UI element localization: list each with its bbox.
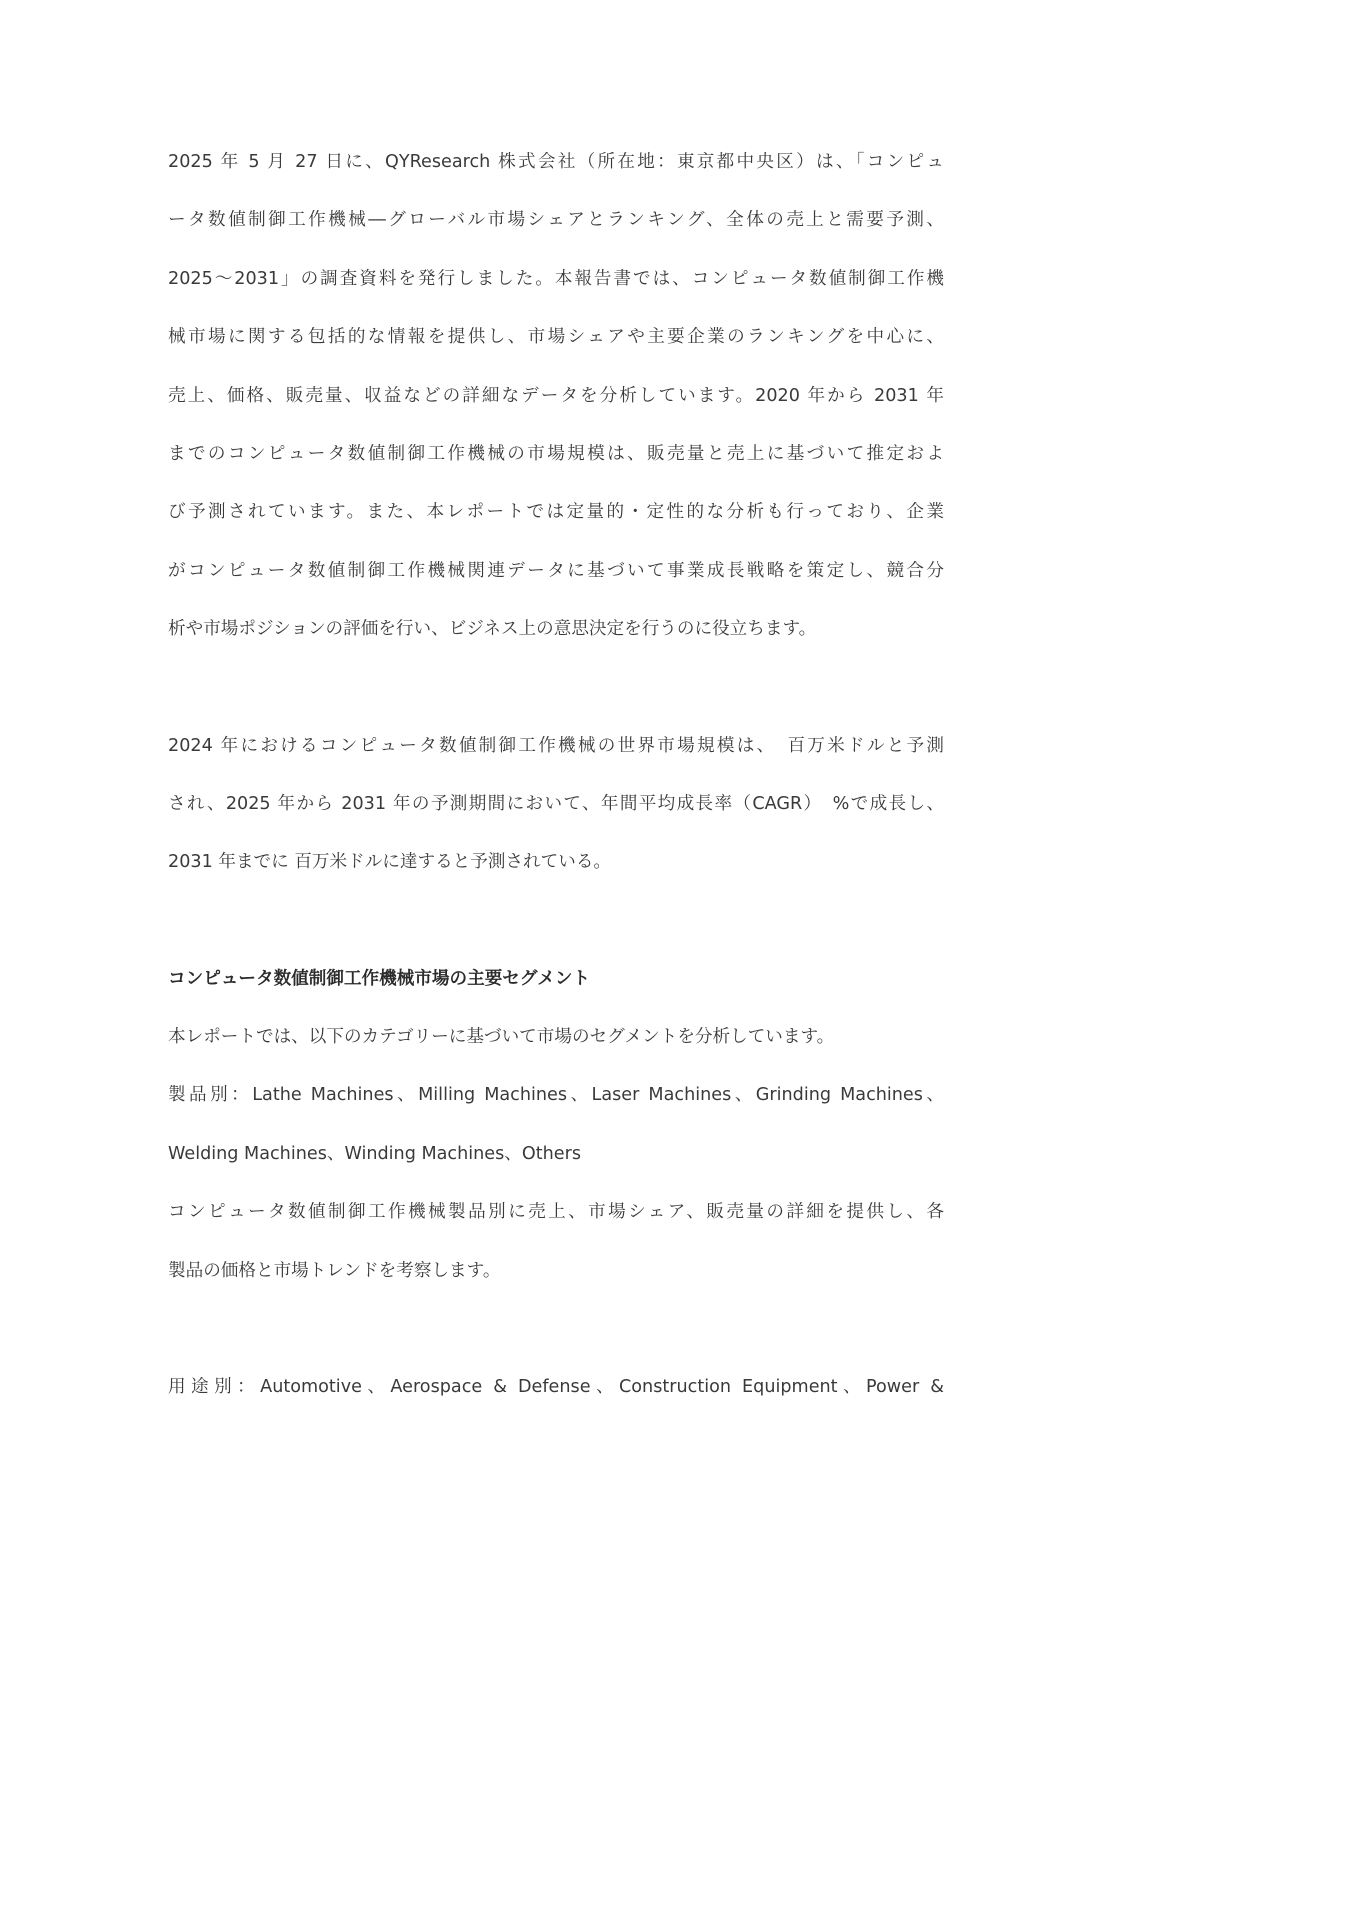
intro-line: がコンピュータ数値制御工作機械関連データに基づいて事業成長戦略を策定し、競合分 — [168, 560, 944, 581]
market-line: され、2025 年から 2031 年の予測期間において、年間平均成長率（CAGR） %で成長し、 — [168, 793, 944, 814]
market-line: 2024 年におけるコンピュータ数値制御工作機械の世界市場規模は、 百万米ドルと予測 — [168, 735, 944, 756]
intro-line: 2025 年 5 月 27 日に、QYResearch 株式会社（所在地：東京都中央区）は、「コンピュ — [168, 152, 944, 172]
paragraph-spacer — [168, 903, 944, 961]
intro-line: 売上、価格、販売量、収益などの詳細なデータを分析しています。2020 年から 2031 年 — [168, 385, 944, 406]
paragraph-spacer — [168, 1311, 944, 1369]
segments-section — [168, 961, 944, 1428]
product-note-line: コンピュータ数値制御工作機械製品別に売上、市場シェア、販売量の詳細を提供し、各 — [168, 1202, 944, 1223]
paragraph-spacer — [168, 670, 944, 728]
intro-line: までのコンピュータ数値制御工作機械の市場規模は、販売量と売上に基づいて推定およ — [168, 443, 944, 464]
segments-intro: 本レポートでは、以下のカテゴリーに基づいて市場のセグメントを分析しています。 — [168, 1027, 835, 1048]
by-product-line: Welding Machines、Winding Machines、Others — [168, 1143, 581, 1164]
intro-line: ータ数値制御工作機械―グローバル市場シェアとランキング、全体の売上と需要予測、 — [168, 210, 944, 231]
intro-line: 析や市場ポジションの評価を行い、ビジネス上の意思決定を行うのに役立ちます。 — [168, 619, 817, 640]
market-size-paragraph — [168, 728, 944, 903]
product-note-line: 製品の価格と市場トレンドを考察します。 — [168, 1260, 501, 1281]
intro-paragraph — [168, 144, 944, 670]
by-product-line: 製品別：Lathe Machines、Milling Machines、Laser Machines、Grinding Machines、 — [168, 1085, 944, 1106]
by-application-line: 用途別：Automotive、Aerospace & Defense、Construction Equipment、Power & — [168, 1377, 944, 1398]
document-body — [168, 144, 944, 1427]
intro-line: 械市場に関する包括的な情報を提供し、市場シェアや主要企業のランキングを中心に、 — [168, 327, 944, 348]
intro-line: 2025～2031」の調査資料を発行しました。本報告書では、コンピュータ数値制御工作機 — [168, 268, 944, 289]
market-line: 2031 年までに 百万米ドルに達すると予測されている。 — [168, 852, 612, 873]
intro-line: び予測されています。また、本レポートでは定量的・定性的な分析も行っており、企業 — [168, 502, 944, 523]
section-heading: コンピュータ数値制御工作機械市場の主要セグメント — [168, 968, 591, 989]
